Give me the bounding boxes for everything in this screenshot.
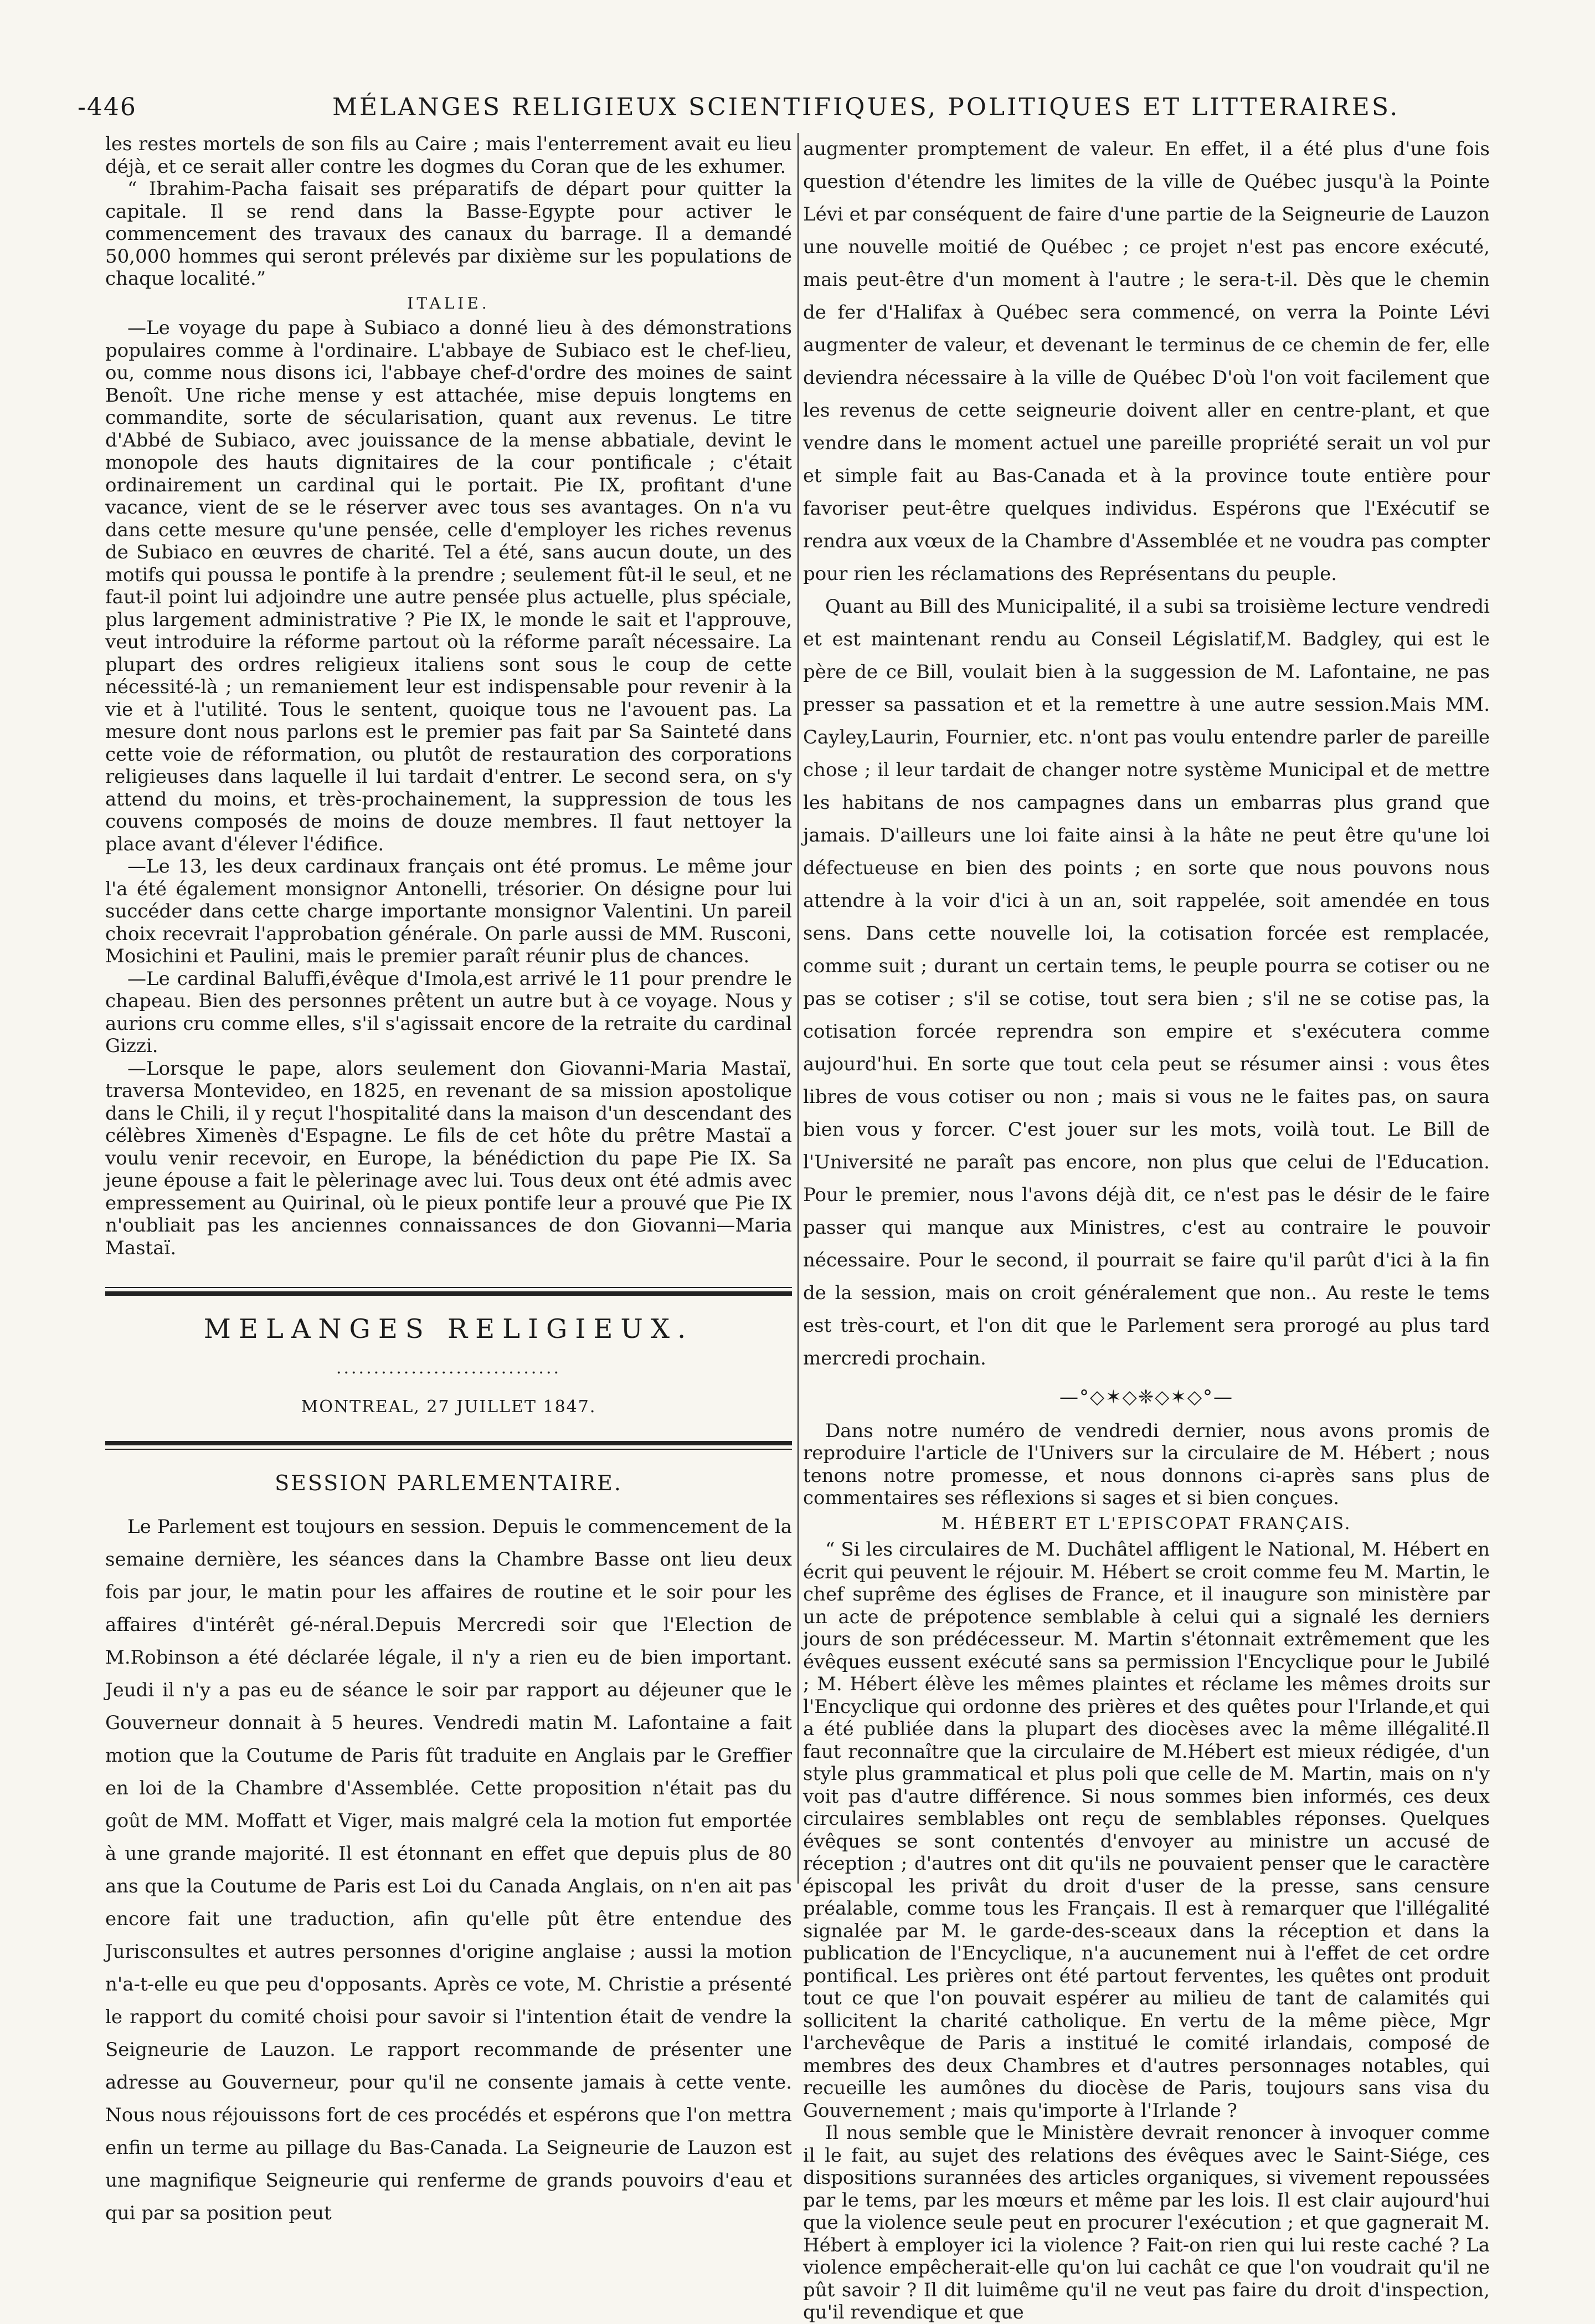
paragraph: “ Si les circulaires de M. Duchâtel affligent le National, M. Hébert en écrit qui peuvent le réjouir. M. Hébert se croit comme feu M. Martin, le chef suprême des églises de France, et il inaugure son ministère par un acte de prépotence semblable à celui qui a signalé les derniers jours de son prédécesseur. M. Martin s'étonnait extrêmement que les évêques eussent exécuté sans sa permission l'Encyclique pour le Jubilé ; M. Hébert élève les mêmes plaintes et réclame les mêmes droits sur l'Encyclique qui ordonne des prières et des quêtes pour l'Irlande,et qui a été publiée dans la plupart des diocèses avec la même illégalité.Il faut reconnaître que la circulaire de M.Hébert est mieux rédigée, d'un style plus grammatical et plus poli que celle de M. Martin, mais on n'y voit pas d'autre différence. Si nous sommes bien informés, ces deux circulaires semblables ont reçu de semblables réponses. Quelques évêques se sont contentés d'envoyer au ministre un accusé de réception ; d'autres ont dit qu'ils ne pouvaient penser que le caractère épiscopal les privât du droit d'user de la presse, sans censure préalable, comme tous les Français. Il est à remarquer que l'illégalité signalée par M. le garde-des-sceaux dans la réception et dans la publication de l'Encyclique, n'a aucunement nui à l'effet de cet ordre pontifical. Les prières ont été partout ferventes, les quêtes ont produit tout ce que l'on pouvait espérer au milieu de tant de calamités qui sollicitent la charité catholique. En vertu de la même pièce, Mgr l'archevêque de Paris a institué le comité irlandais, composé de membres des deux Chambres et d'autres personnages notables, qui recueille les aumônes du diocèse de Paris, toujours sans visa du Gouvernement ; mais qu'importe à l'Irlande ? [803,1538,1490,2122]
paragraph: Le Parlement est toujours en session. Depuis le commencement de la semaine dernière, les séances dans la Chambre Basse ont lieu deux fois par jour, le matin pour les affaires de routine et le soir pour les affaires d'intérêt gé-néral.Depuis Mercredi soir que l'Election de M.Robinson a été déclarée légale, il n'y a rien eu de bien important. Jeudi il n'y a pas eu de séance le soir par rapport au déjeuner que le Gouverneur donnait à 5 heures. Vendredi matin M. Lafontaine a fait motion que la Coutume de Paris fût traduite en Anglais par le Greffier en loi de la Chambre d'Assemblée. Cette proposition n'était pas du goût de MM. Moffatt et Viger, mais malgré cela la motion fut emportée à une grande majorité. Il est étonnant en effet que depuis plus de 80 ans que la Coutume de Paris est Loi du Canada Anglais, on n'en ait pas encore fait une traduction, afin qu'elle pût être entendue des Jurisconsultes et autres personnes d'origine anglaise ; aussi la motion n'a-t-elle eu que peu d'opposants. Après ce vote, M. Christie a présenté le rapport du comité choisi pour savoir si l'intention était de vendre la Seigneurie de Lauzon. Le rapport recommande de présenter une adresse au Gouverneur, pour qu'il ne consente jamais à cette vente. Nous nous réjouissons fort de ces procédés et espérons que l'on mettra enfin un terme au pillage du Bas-Canada. La Seigneurie de Lauzon est une magnifique Seigneurie qui renferme de grands pouvoirs d'eau et qui par sa position peut [105,1516,792,2224]
paragraph: —Le 13, les deux cardinaux français ont été promus. Le même jour l'a été également monsignor Antonelli, trésorier. On désigne pour lui succéder dans cette charge importante monsignor Valentini. Un pareil choix recevrait l'approbation générale. On parle aussi de MM. Rusconi, Mosichini et Paulini, mais le premier paraît réunir plus de chances. [105,855,792,967]
paragraph: Il nous semble que le Ministère devrait renoncer à invoquer comme il le fait, au sujet des relations des évêques avec le Saint-Siége, ces dispositions surannées des articles organiques, si vivement repoussées par le tems, par les mœurs et même par les lois. Il est clair aujourd'hui que la violence seule peut en procurer l'exécution ; et que gagnerait M. Hébert à employer ici la violence ? Fait-on rien qui lui reste caché ? La violence empêcherait-elle qu'on lui cachât ce que l'on voudrait qu'il ne pût savoir ? Il dit luimême qu'il ne veut pas faire du droit d'inspection, qu'il revendique et que [803,2122,1490,2323]
masthead-rule-top [105,1287,792,1296]
page-number: -446 [78,93,137,121]
running-title: MÉLANGES RELIGIEUX SCIENTIFIQUES, POLITIQUES ET LITTERAIRES. [332,93,1400,121]
paragraph: —Lorsque le pape, alors seulement don Giovanni-Maria Mastaï, traversa Montevideo, en 1825, en revenant de sa mission apostolique dans le Chili, il y reçut l'hospitalité dans la maison d'un descendant des célèbres Ximenès d'Espagne. Le fils de cet hôte du prêtre Mastaï a voulu venir recevoir, en Europe, la bénédiction du pape Pie IX. Sa jeune épouse a fait le pèlerinage avec lui. Tous deux ont été admis avec empressement au Quirinal, où le pieux pontife leur a prouvé que Pie IX n'oubliait pas les anciennes connaissances de don Giovanni—Maria Mastaï. [105,1057,792,1259]
masthead: MELANGES RELIGIEUX. [203,1314,694,1345]
section-heading-italie: ITALIE. [407,294,490,312]
column-divider [798,133,799,1884]
paragraph: —Le voyage du pape à Subiaco a donné lieu à des démonstrations populaires comme à l'ordinaire. L'abbaye de Subiaco est le chef-lieu, ou, comme nous disons ici, l'abbaye chef-d'ordre des moines de saint Benoît. Une riche mense y est attachée, mise depuis longtems en commandite, sorte de sécularisation, quant aux revenus. Le titre d'Abbé de Subiaco, avec jouissance de la mense abbatiale, devint le monopole des hauts dignitaires de la cour pontificale ; c'était ordinairement un cardinal qui le portait. Pie IX, profitant d'une vacance, vient de se le réserver avec tous ses avantages. On n'a vu dans cette mesure qu'une pensée, celle d'employer les riches revenus de Subiaco en œuvres de charité. Tel a été, sans aucun doute, un des motifs qui poussa le pontife à la prendre ; seulement fût-il le seul, et ne faut-il point lui adjoindre une autre pensée plus actuelle, plus spéciale, plus largement administrative ? Pie IX, le monde le sait et l'approuve, veut introduire la réforme partout où la réforme paraît nécessaire. La plupart des ordres religieux italiens sont sous le coup de cette nécessité-là ; un remaniement leur est indispensable pour revenir à la vie et à l'utilité. Tous le sentent, quoique tous ne l'avouent pas. La mesure dont nous parlons est le premier pas fait par Sa Sainteté dans cette voie de réformation, ou plutôt de restauration des corporations religieuses dans laquelle il lui tardait d'entrer. Le second sera, on s'y attend du moins, et très-prochainement, la suppression de tous les couvens composés de moins de douze membres. Il faut nettoyer la place avant d'élever l'édifice. [105,317,792,855]
paragraph: “ Ibrahim-Pacha faisait ses préparatifs de départ pour quitter la capitale. Il se rend dans la Basse-Egypte pour activer le commencement des travaux des canaux du barrage. Il a demandé 50,000 hommes qui seront prélevés par dixième sur les populations de chaque localité.” [105,178,792,290]
paragraph: Quant au Bill des Municipalité, il a subi sa troisième lecture vendredi et est maintenant rendu au Conseil Législatif,M. Badgley, qui est le père de ce Bill, voulait bien à la suggession de M. Lafontaine, ne pas presser sa passation et et la remettre à une autre session.Mais MM. Cayley,Laurin, Fournier, etc. n'ont pas voulu entendre parler de pareille chose ; il leur tardait de changer notre système Municipal et de mettre les habitans de nos campagnes dans un embarras plus grand que jamais. D'ailleurs une loi faite ainsi à la hâte ne peut être qu'une loi défectueuse en bien des points ; en sorte que nous pouvons nous attendre à la voir d'ici à un an, soit rappelée, soit amendée en tous sens. Dans cette nouvelle loi, la cotisation forcée est remplacée, comme suit ; durant un certain tems, le peuple pourra se cotiser ou ne pas se cotiser ; s'il se cotise, tout sera bien ; s'il ne se cotise pas, la cotisation forcée reprendra son empire et s'exécutera comme aujourd'hui. En sorte que tout cela peut se résumer ainsi : vous êtes libres de vous cotiser ou non ; mais si vous ne le faites pas, on saura bien vous y forcer. C'est jouer sur les mots, voilà tout. Le Bill de l'Université ne paraît pas encore, non plus que celui de l'Education. Pour le premier, nous l'avons déjà dit, ce n'est pas le désir de le faire passer qui manque aux Ministres, c'est au contraire le pouvoir nécessaire. Pour le second, il pourrait se faire qu'il parût d'ici à la fin de la session, mais on croit généralement que non.. Au reste le tems est très-court, et l'on dit que le Parlement sera prorogé au plus tard mercredi prochain. [803,596,1490,1369]
right-column [803,133,1490,2324]
paragraph: —Le cardinal Baluffi,évêque d'Imola,est arrivé le 11 pour prendre le chapeau. Bien des personnes prêtent un autre but à ce voyage. Nous y aurions cru comme elles, s'il s'agissait encore de la retraite du cardinal Gizzi. [105,967,792,1057]
paragraph: les restes mortels de son fils au Caire ; mais l'enterrement avait eu lieu déjà, et ce serait aller contre les dogmes du Coran que de les exhumer. [105,133,792,178]
dotted-separator: .............................. [336,1358,562,1378]
ornamental-divider: —°◇✶◇❈◇✶◇°— [1059,1386,1234,1408]
paragraph: Dans notre numéro de vendredi dernier, nous avons promis de reproduire l'article de l'Univers sur la circulaire de M. Hébert ; nous tenons notre promesse, et nous donnons ci-après sans plus de commentaires ses réflexions si sages et si bien conçues. [803,1419,1490,1509]
article-title-hebert: M. HÉBERT ET L'EPISCOPAT FRANÇAIS. [941,1514,1352,1533]
article-title-session: SESSION PARLEMENTAIRE. [275,1470,622,1495]
dateline: MONTREAL, 27 JUILLET 1847. [301,1397,596,1417]
masthead-rule-bottom [105,1441,792,1450]
paragraph: augmenter promptement de valeur. En effet, il a été plus d'une fois question d'étendre les limites de la ville de Québec jusqu'à la Pointe Lévi et par conséquent de faire d'une partie de la Seigneurie de Lauzon une nouvelle moitié de Québec ; ce projet n'est pas encore exécuté, mais peut-être d'un moment à l'autre ; le sera-t-il. Dès que le chemin de fer d'Halifax à Québec sera commencé, on verra la Pointe Lévi augmenter de valeur, et devenant le terminus de ce chemin de fer, elle deviendra nécessaire à la ville de Québec D'où l'on voit facilement que les revenus de cette seigneurie doivent aller en centre-plant, et que vendre dans le moment actuel une pareille propriété serait un vol pur et simple fait au Bas-Canada et à la province toute entière pour favoriser peut-être quelques individus. Espérons que l'Exécutif se rendra aux vœux de la Chambre d'Assemblée et ne voudra pas compter pour rien les réclamations des Représentans du peuple. [803,138,1490,585]
page-header [78,93,1495,126]
left-column [105,133,792,2230]
